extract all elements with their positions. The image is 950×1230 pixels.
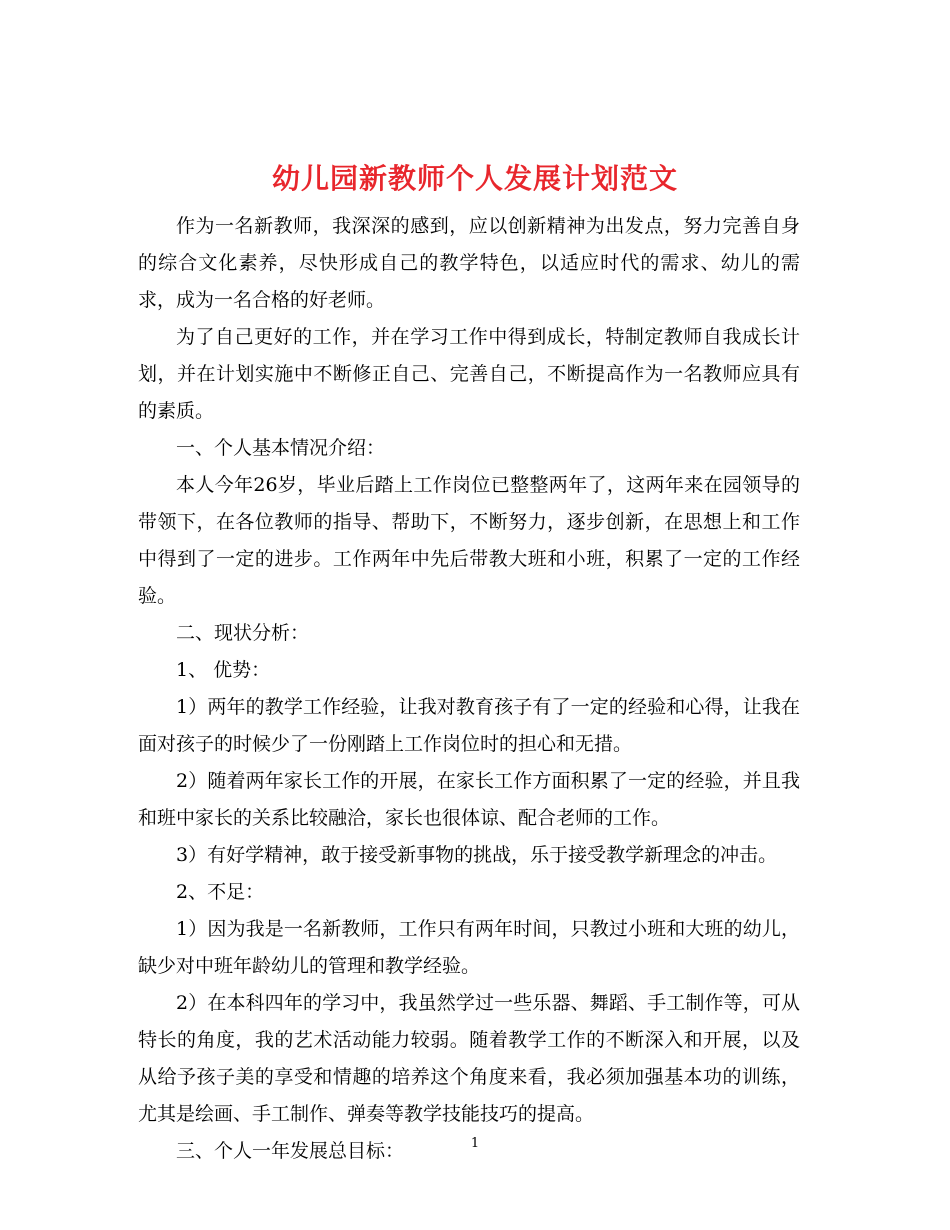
section-heading: 三、个人一年发展总目标： bbox=[176, 1140, 405, 1162]
list-item: 2）在本科四年的学习中，我虽然学过一些乐器、舞蹈、手工制作等，可从特长的角度，我的艺术活动能力较弱。随着教学工作的不断深入和开展，以及从给予孩子美的享受和情趣的培养这个角度来看，我必须加强基本功的训练，尤其是绘画、手工制作、弹奏等教学技能技巧的提高。 bbox=[138, 992, 800, 1125]
list-item: 3）有好学精神，敢于接受新事物的挑战，乐于接受教学新理念的冲击。 bbox=[176, 844, 778, 866]
document-title: 幼儿园新教师个人发展计划范文 bbox=[271, 161, 678, 195]
subsection-heading: 2、不足： bbox=[176, 881, 265, 903]
paragraph: 作为一名新教师，我深深的感到，应以创新精神为出发点，努力完善自身的综合文化素养，尽快形成自己的教学特色，以适应时代的需求、幼儿的需求，成为一名合格的好老师。 bbox=[138, 215, 800, 311]
list-item: 2）随着两年家长工作的开展，在家长工作方面积累了一定的经验，并且我和班中家长的关系比较融洽，家长也很体谅、配合老师的工作。 bbox=[138, 770, 800, 829]
section-heading: 二、现状分析： bbox=[176, 622, 310, 644]
paragraph: 本人今年26岁，毕业后踏上工作岗位已整整两年了，这两年来在园领导的带领下，在各位教师的指导、帮助下，不断努力，逐步创新，在思想上和工作中得到了一定的进步。工作两年中先后带教大班和小班，积累了一定的工作经验。 bbox=[138, 474, 800, 607]
list-item: 1）两年的教学工作经验，让我对教育孩子有了一定的经验和心得，让我在面对孩子的时候少了一份刚踏上工作岗位时的担心和无措。 bbox=[138, 696, 800, 755]
section-heading: 一、个人基本情况介绍： bbox=[176, 437, 386, 459]
paragraph: 为了自己更好的工作，并在学习工作中得到成长，特制定教师自我成长计划，并在计划实施中不断修正自己、完善自己，不断提高作为一名教师应具有的素质。 bbox=[138, 326, 800, 422]
subsection-heading: 1、 优势： bbox=[176, 659, 271, 681]
page-number: 1 bbox=[470, 1136, 480, 1151]
document-body bbox=[138, 208, 800, 1170]
list-item: 1）因为我是一名新教师，工作只有两年时间，只教过小班和大班的幼儿，缺少对中班年龄幼儿的管理和教学经验。 bbox=[138, 918, 800, 977]
